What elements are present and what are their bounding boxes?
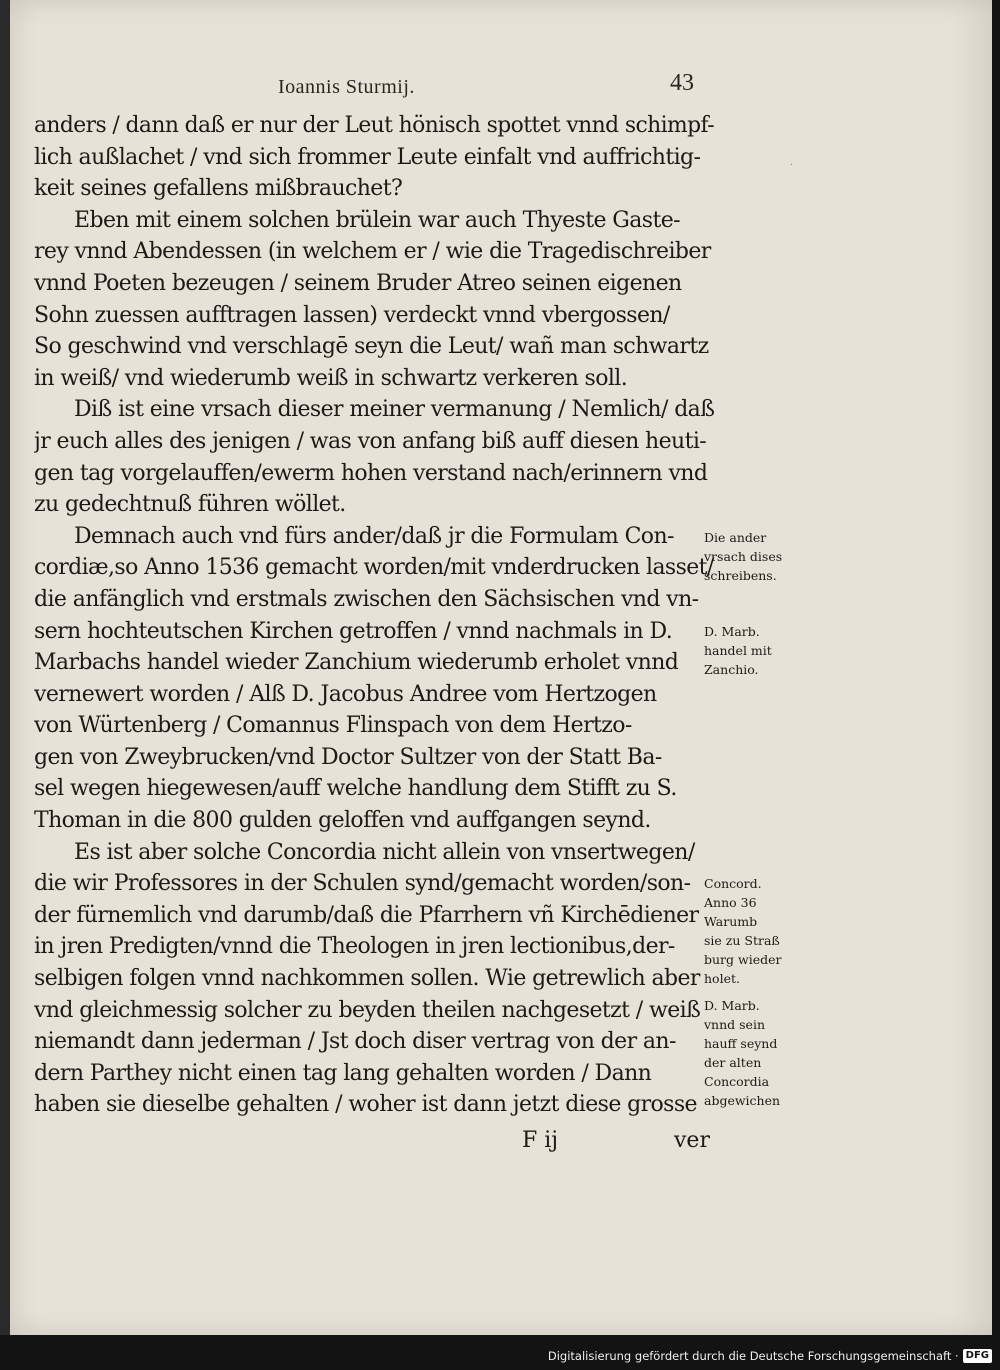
margin-note-line: D. Marb. [704,998,760,1013]
text-line: dern Parthey nicht einen tag lang gehalten worden / Dann [34,1060,652,1086]
margin-note-line: der alten [704,1055,762,1070]
text-line: jr euch alles des jenigen / was von anfang biß auff diesen heuti- [34,428,707,454]
text-line: vnd gleichmessig solcher zu beyden theilen nachgesetzt / weiß [34,997,701,1023]
margin-note-line: hauff seynd [704,1036,778,1051]
scan-edge [0,0,10,1335]
text-line: sern hochteutschen Kirchen getroffen / vnnd nachmals in D. [34,618,673,644]
footer-credit: Digitalisierung gefördert durch die Deutsche Forschungsgemeinschaft · [547,1349,959,1363]
text-line: Thoman in die 800 gulden geloffen vnd auffgangen seynd. [34,808,651,834]
text-line: gen von Zweybrucken/vnd Doctor Sultzer von der Statt Ba- [34,744,662,770]
text-line: Sohn zuessen aufftragen lassen) verdeckt vnnd vbergossen/ [34,302,670,328]
catchword-line [34,1128,714,1162]
margin-note-line: Anno 36 [704,895,757,910]
margin-note-line: handel mit [704,643,772,658]
margin-note-line: burg wieder [704,952,782,967]
margin-note-line: vnnd sein [704,1017,765,1032]
book-page [10,0,992,1335]
catchword: ver [674,1128,710,1153]
text-line: vernewert worden / Alß D. Jacobus Andree vom Hertzogen [34,681,657,707]
margin-note-line: vrsach dises [704,549,783,564]
text-line: sel wegen hiegewesen/auff welche handlung dem Stifft zu S. [34,776,677,802]
text-line: So geschwind vnd verschlagē seyn die Leut/ wañ man schwartz [34,334,709,360]
margin-note-line: Zanchio. [704,662,759,677]
text-line: der fürnemlich vnd darumb/daß die Pfarrhern vñ Kirchēdiener [34,902,699,928]
running-head: Ioannis Sturmij. [278,76,415,98]
text-line: rey vnnd Abendessen (in welchem er / wie die Tragedischreiber [34,239,711,265]
dfg-logo: DFG [963,1349,992,1363]
margin-note-line: Die ander [704,530,767,545]
text-line: Diß ist eine vrsach dieser meiner vermanung / Nemlich/ daß [74,397,714,423]
margin-note-marbach-hauff [704,996,804,1110]
margin-note-line: D. Marb. [704,624,760,639]
margin-note-line: abgewichen [704,1093,781,1108]
text-line: vnnd Poeten bezeugen / seinem Bruder Atreo seinen eigenen [34,270,682,296]
margin-note-line: Warumb [704,914,758,929]
margin-note-line: Concordia [704,1074,770,1089]
text-line: haben sie dieselbe gehalten / woher ist dann jetzt diese grosse [34,1092,697,1118]
margin-note-line: sie zu Straß [704,933,780,948]
text-line: von Würtenberg / Comannus Flinspach von dem Hertzo- [34,713,632,739]
margin-note-line: Concord. [704,876,762,891]
digitization-footer [548,1348,992,1364]
text-line: cordiæ,so Anno 1536 gemacht worden/mit vnderdrucken lasset/ [34,555,714,581]
margin-note-marbach [704,622,804,679]
text-line: Marbachs handel wieder Zanchium wiederumb erholet vnnd [34,650,679,676]
body-text [34,110,714,1121]
text-line: anders / dann daß er nur der Leut hönisch spottet vnnd schimpf- [34,113,714,138]
text-line: keit seines gefallens mißbrauchet? [34,176,403,202]
text-line: selbigen folgen vnnd nachkommen sollen. Wie getrewlich aber [34,966,700,992]
text-line: Demnach auch vnd fürs ander/daß jr die Formulam Con- [74,523,674,549]
text-line: in jren Predigten/vnnd die Theologen in jren lectionibus,der- [34,934,675,960]
text-line: die wir Professores in der Schulen synd/gemacht worden/son- [34,871,691,897]
signature-mark: F ij [522,1128,559,1153]
text-line: Es ist aber solche Concordia nicht allein von vnsertwegen/ [74,839,695,865]
ink-speck: · [790,160,794,171]
text-line: die anfänglich vnd erstmals zwischen den Sächsischen vnd vn- [34,586,699,612]
text-line: Eben mit einem solchen brülein war auch Thyeste Gaste- [74,207,680,233]
margin-note-ander-vrsach [704,528,804,585]
margin-note-concordia [704,874,804,988]
margin-note-line: schreibens. [704,568,777,583]
text-line: niemandt dann jederman / Jst doch diser vertrag von der an- [34,1029,676,1055]
text-line: zu gedechtnuß führen wöllet. [34,492,346,518]
page-number: 43 [670,70,694,96]
text-line: lich außlachet / vnd sich frommer Leute einfalt vnd auffrichtig- [34,144,701,170]
margin-note-line: holet. [704,971,740,986]
text-line: in weiß/ vnd wiederumb weiß in schwartz verkeren soll. [34,365,628,391]
text-line: gen tag vorgelauffen/ewerm hohen verstand nach/erinnern vnd [34,460,708,486]
